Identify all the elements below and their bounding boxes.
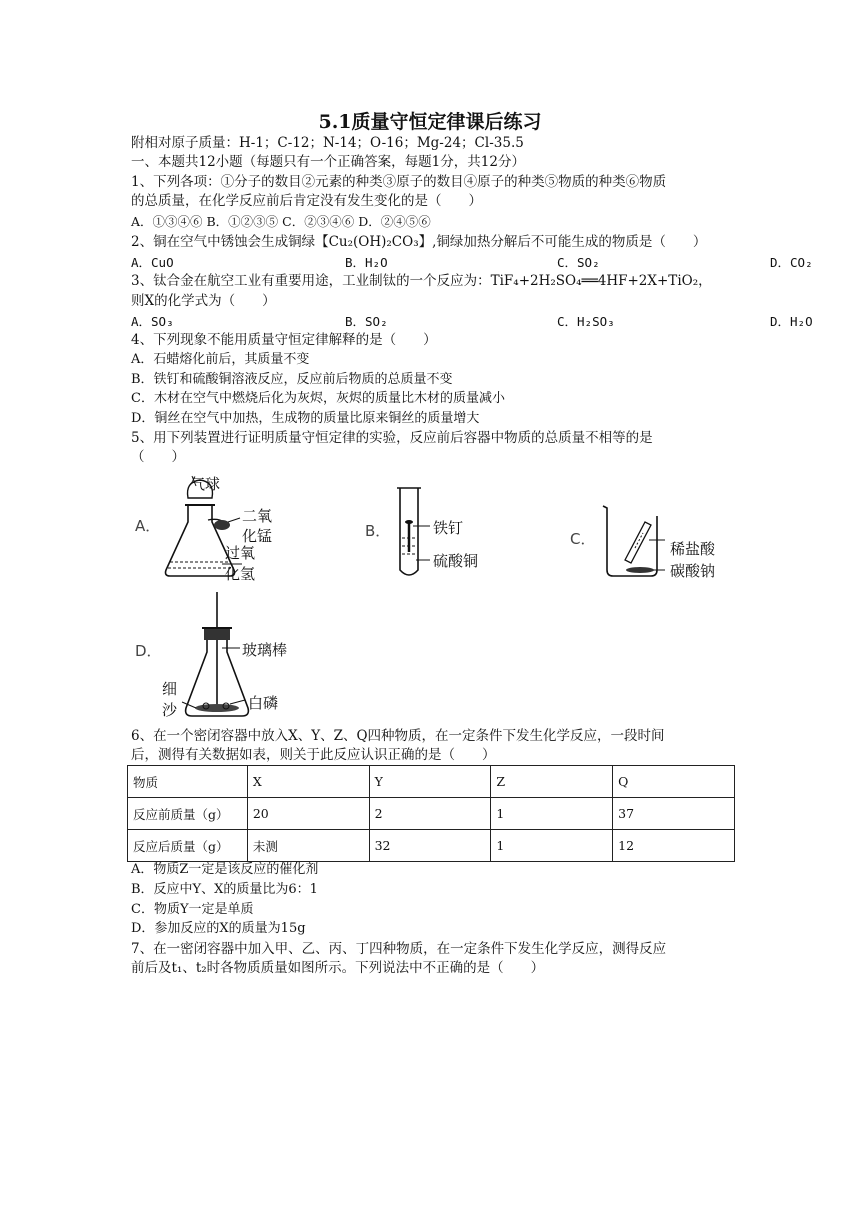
q4-option-b: B．铁钉和硫酸铜溶液反应，反应前后物质的总质量不变 [131, 372, 453, 387]
table-cell: 12 [613, 830, 735, 862]
label-sodium-carbonate: 碳酸钠 [670, 562, 716, 580]
q3-option-a: A．SO₃ [131, 314, 174, 329]
table-cell: 37 [613, 798, 735, 830]
table-cell: 20 [247, 798, 369, 830]
table-header-cell: Y [369, 766, 491, 798]
page-title: 5.1质量守恒定律课后练习 [318, 111, 542, 133]
table-row [128, 798, 735, 830]
q2-option-c: C．SO₂ [557, 255, 600, 270]
q3-stem-line1: 3、钛合金在航空工业有重要用途，工业制钛的一个反应为：TiF₄+2H₂SO₄══4HF+2X+TiO₂， [131, 273, 712, 289]
label-hcl: 稀盐酸 [670, 540, 716, 558]
q7-stem-line2: 前后及t₁、t₂时各物质质量如图所示。下列说法中不正确的是（ ） [131, 960, 545, 976]
q5-stem-line1: 5、用下列装置进行证明质量守恒定律的实验，反应前后容器中物质的总质量不相等的是 [131, 430, 653, 446]
figure-b-letter: B． [365, 522, 391, 540]
q5-stem-line2: （ ） [131, 449, 185, 465]
q1-stem-line1: 1、下列各项：①分子的数目②元素的种类③原子的数目④原子的种类⑤物质的种类⑥物质 [131, 174, 667, 190]
figure-d [130, 590, 310, 725]
label-white-phosphorus: 白磷 [248, 694, 279, 712]
q6-option-c: C．物质Y一定是单质 [131, 902, 254, 917]
q1-stem-line2: 的总质量，在化学反应前后肯定没有发生变化的是（ ） [131, 193, 482, 209]
q6-option-b: B．反应中Y、X的质量比为6：1 [131, 882, 318, 897]
table-header-cell: X [247, 766, 369, 798]
label-mno2-2: 化锰 [242, 527, 273, 545]
table-cell: 未测 [247, 830, 369, 862]
q6-option-a: A．物质Z一定是该反应的催化剂 [131, 862, 319, 877]
label-sand-1: 细 [162, 680, 178, 698]
table-header-cell: Z [491, 766, 613, 798]
q4-option-a: A．石蜡熔化前后，其质量不变 [131, 352, 310, 367]
q3-option-d: D．H₂O [770, 314, 813, 329]
q2-option-d: D．CO₂ [770, 255, 813, 270]
q6-stem-line2: 后，测得有关数据如表，则关于此反应认识正确的是（ ） [131, 747, 496, 763]
table-cell: 反应前质量（g） [128, 798, 248, 830]
label-h2o2-2: 化氢 [225, 565, 256, 583]
q7-stem-line1: 7、在一密闭容器中加入甲、乙、丙、丁四种物质，在一定条件下发生化学反应，测得反应 [131, 941, 667, 957]
q3-option-b: B．SO₂ [345, 314, 388, 329]
figure-b [360, 482, 510, 582]
figure-d-letter: D． [135, 642, 162, 660]
table-row [128, 830, 735, 862]
q4-stem: 4、下列现象不能用质量守恒定律解释的是（ ） [131, 332, 437, 348]
figure-a [130, 470, 290, 585]
table-cell: 反应后质量（g） [128, 830, 248, 862]
figure-c [565, 500, 740, 585]
q3-option-c: C．H₂SO₃ [557, 314, 615, 329]
label-sand-2: 沙 [162, 701, 178, 719]
atomic-masses: 附相对原子质量：H-1；C-12；N-14；O-16；Mg-24；Cl-35.5 [131, 135, 524, 151]
label-copper-sulfate: 硫酸铜 [433, 552, 479, 570]
q2-option-a: A．CuO [131, 255, 174, 270]
q6-option-d: D．参加反应的X的质量为15g [131, 921, 306, 936]
q2-stem: 2、铜在空气中锈蚀会生成铜绿【Cu₂(OH)₂CO₃】,铜绿加热分解后不可能生成的物质是（ ） [131, 234, 707, 250]
table-cell: 32 [369, 830, 491, 862]
label-h2o2-1: 过氧 [225, 544, 256, 562]
table-cell: 1 [491, 798, 613, 830]
q3-stem-line2: 则X的化学式为（ ） [131, 293, 276, 309]
figure-a-letter: A． [135, 517, 161, 535]
table-header-row [128, 766, 735, 798]
label-glass-rod: 玻璃棒 [242, 641, 288, 659]
label-balloon: 气球 [190, 475, 221, 493]
section-heading: 一、本题共12小题（每题只有一个正确答案，每题1分，共12分） [131, 154, 525, 170]
figure-c-letter: C． [570, 530, 596, 548]
table-cell: 1 [491, 830, 613, 862]
q4-option-d: D．铜丝在空气中加热，生成物的质量比原来铜丝的质量增大 [131, 411, 480, 426]
table-header-cell: 物质 [128, 766, 248, 798]
q2-option-b: B．H₂O [345, 255, 388, 270]
label-iron-nail: 铁钉 [433, 519, 464, 537]
table-header-cell: Q [613, 766, 735, 798]
label-mno2-1: 二氧 [242, 507, 273, 525]
q1-options: A．①③④⑥ B．①②③⑤ C．②③④⑥ D．②④⑤⑥ [131, 214, 431, 229]
q4-option-c: C．木材在空气中燃烧后化为灰烬，灰烬的质量比木材的质量减小 [131, 391, 505, 406]
table-cell: 2 [369, 798, 491, 830]
mass-data-table [127, 765, 735, 862]
q6-stem-line1: 6、在一个密闭容器中放入X、Y、Z、Q四种物质，在一定条件下发生化学反应，一段时间 [131, 728, 665, 744]
